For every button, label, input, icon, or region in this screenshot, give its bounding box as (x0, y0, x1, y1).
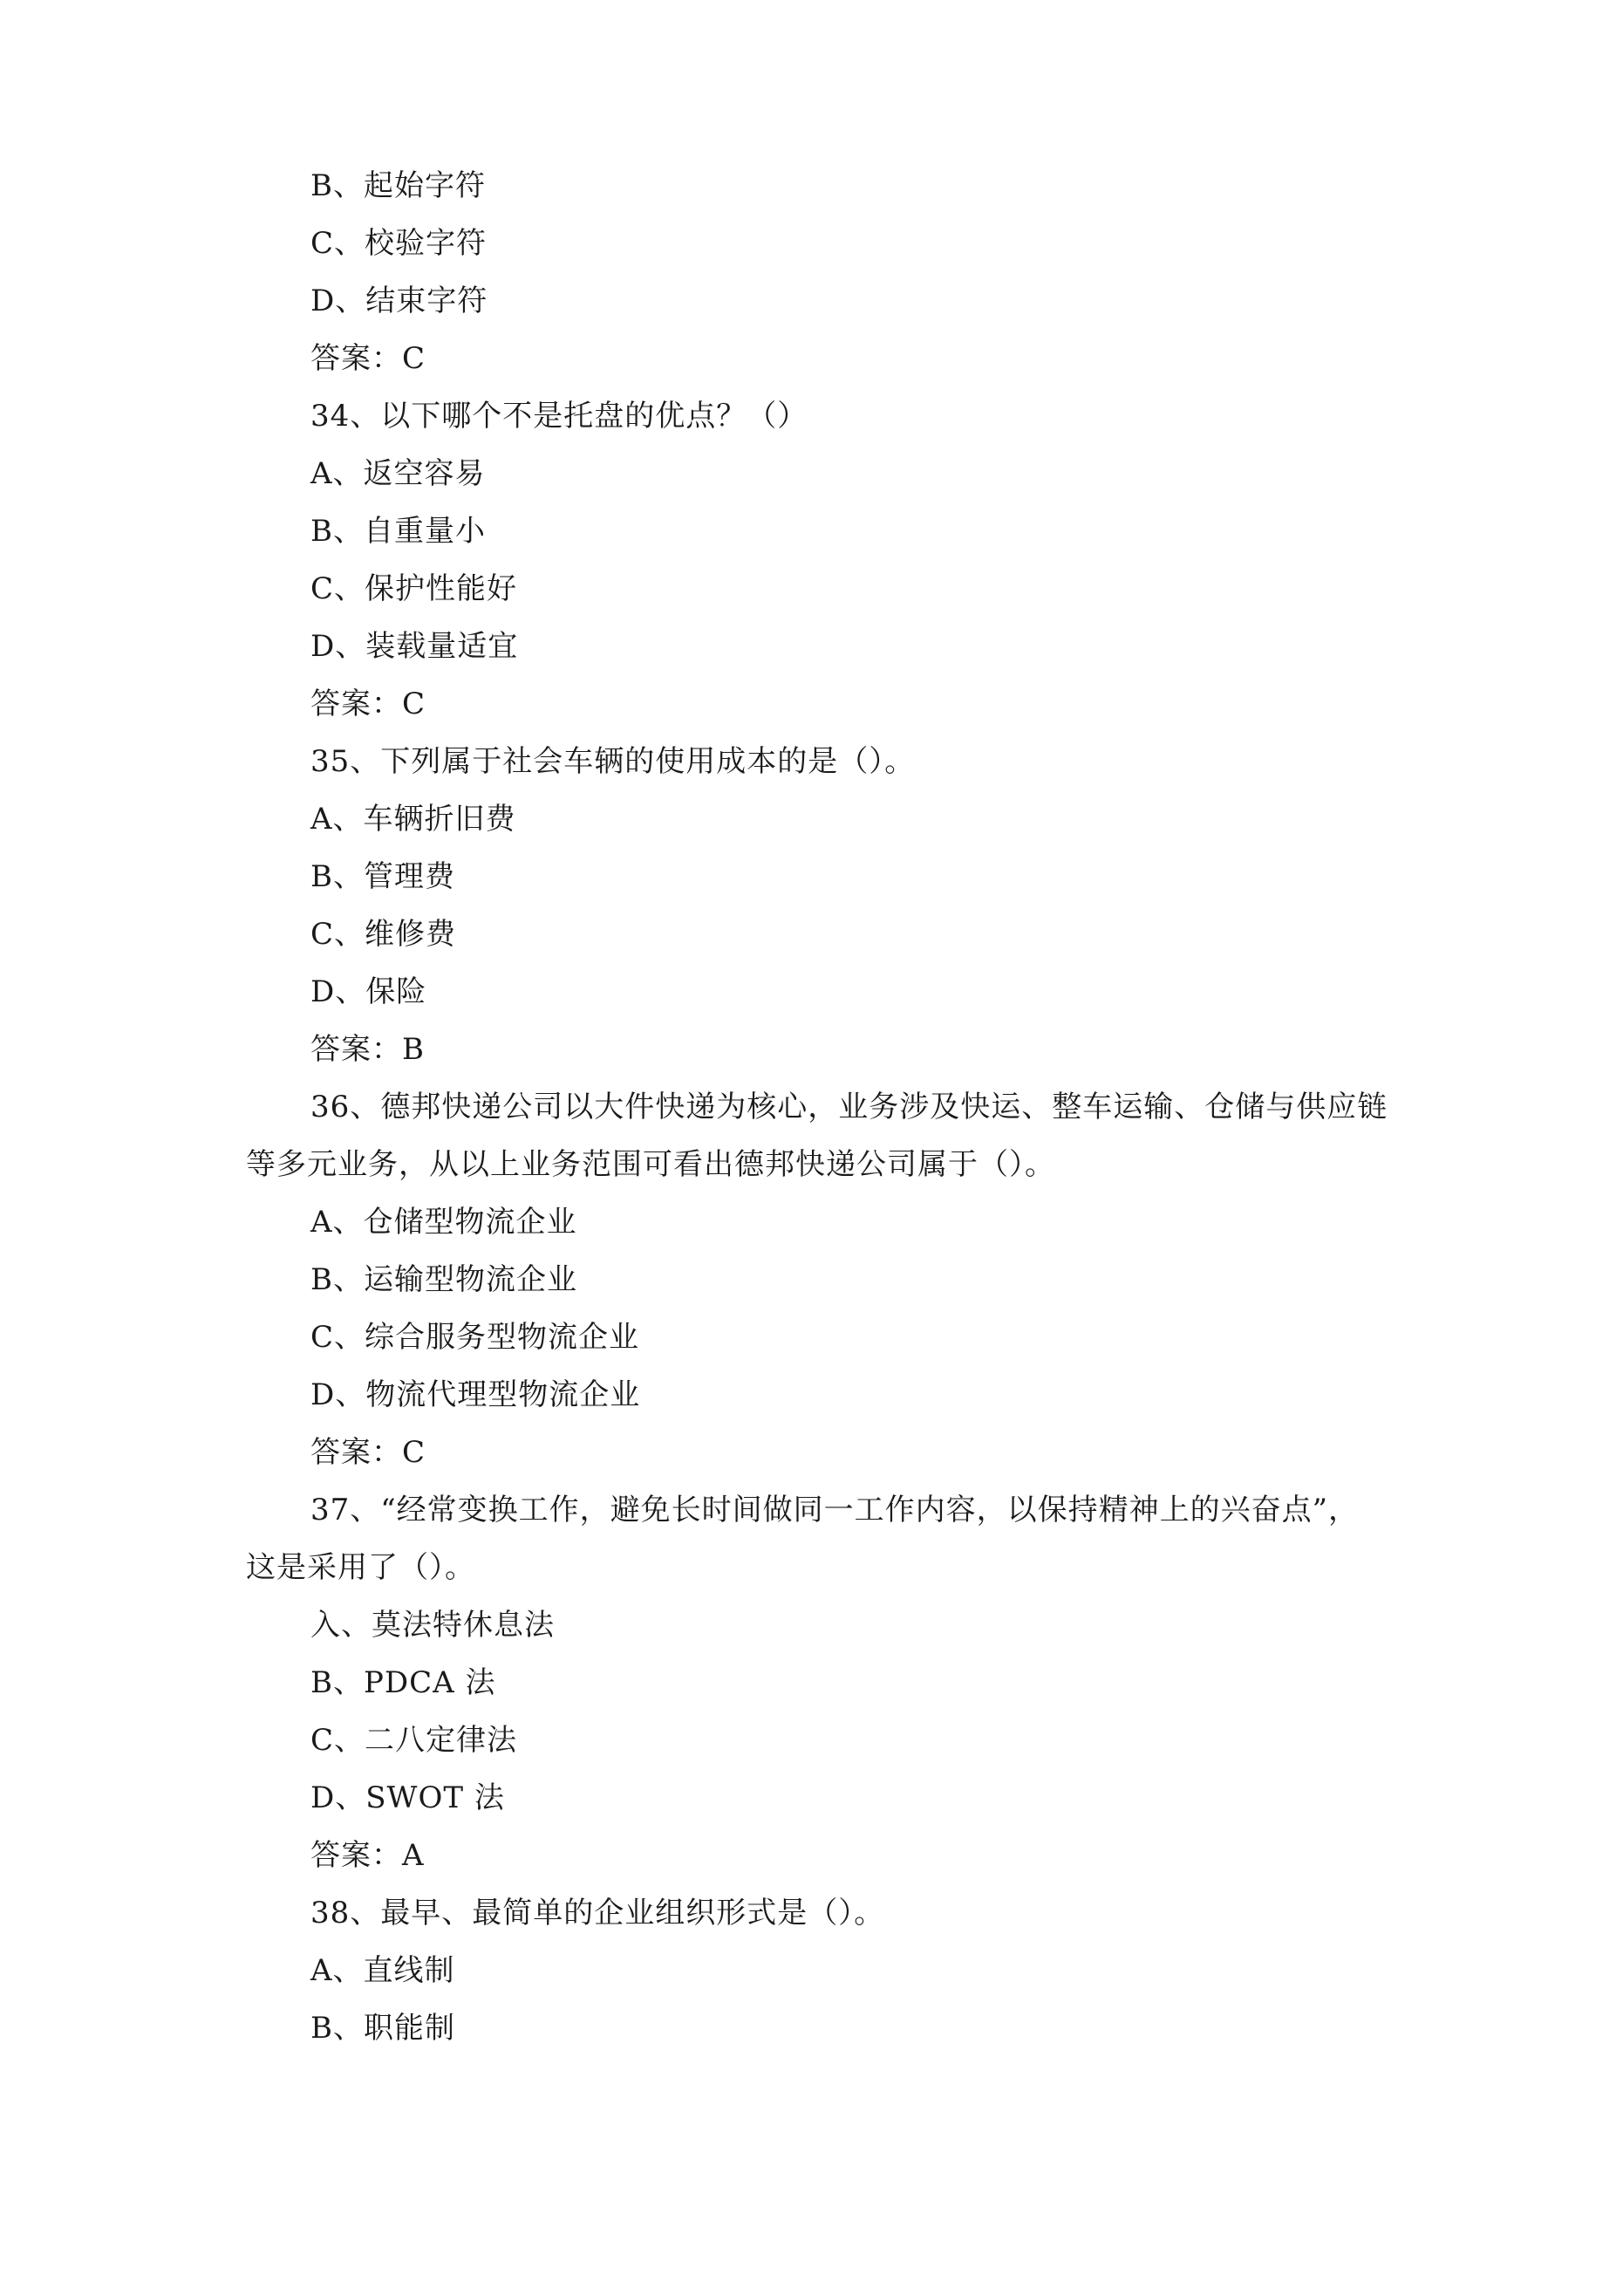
option-line: A、直线制 (310, 1953, 455, 1988)
option-line: B、PDCA 法 (310, 1665, 496, 1700)
option-line: C、二八定律法 (310, 1723, 518, 1758)
option-line: D、保险 (310, 974, 427, 1009)
option-line: D、装载量适宜 (310, 629, 519, 664)
question-line: 38、最早、最简单的企业组织形式是（）。 (310, 1896, 885, 1930)
question-line: 36、德邦快递公司以大件快递为核心，业务涉及快运、整车运输、仓储与供应链 (310, 1090, 1388, 1124)
question-continuation-line: 这是采用了（）。 (246, 1550, 475, 1585)
option-line: B、职能制 (310, 2011, 455, 2046)
question-continuation-line: 等多元业务，从以上业务范围可看出德邦快递公司属于（）。 (246, 1147, 1055, 1182)
option-line: A、仓储型物流企业 (310, 1205, 577, 1240)
option-line: D、结束字符 (310, 284, 488, 318)
answer-line: 答案：C (310, 341, 426, 376)
option-line: C、综合服务型物流企业 (310, 1320, 640, 1355)
option-line: D、SWOT 法 (310, 1780, 505, 1815)
question-line: 34、以下哪个不是托盘的优点？（） (310, 399, 808, 434)
question-line: 37、“经常变换工作，避免长时间做同一工作内容，以保持精神上的兴奋点”， (310, 1493, 1360, 1527)
option-line: A、返空容易 (310, 456, 486, 491)
option-line: C、维修费 (310, 917, 457, 952)
option-line: C、保护性能好 (310, 571, 518, 606)
answer-line: 答案：C (310, 1435, 426, 1470)
quiz-content (246, 157, 1397, 2057)
answer-line: 答案：B (310, 1032, 425, 1067)
option-line: B、自重量小 (310, 514, 486, 549)
answer-line: 答案：C (310, 687, 426, 721)
option-line: 入、莫法特休息法 (310, 1608, 555, 1643)
option-line: B、起始字符 (310, 168, 486, 203)
option-line: D、物流代理型物流企业 (310, 1377, 641, 1412)
option-line: B、运输型物流企业 (310, 1262, 577, 1297)
option-line: C、校验字符 (310, 226, 488, 261)
option-line: B、管理费 (310, 859, 455, 894)
answer-line: 答案：A (310, 1838, 425, 1873)
option-line: A、车辆折旧费 (310, 802, 516, 837)
question-line: 35、下列属于社会车辆的使用成本的是（）。 (310, 744, 916, 779)
